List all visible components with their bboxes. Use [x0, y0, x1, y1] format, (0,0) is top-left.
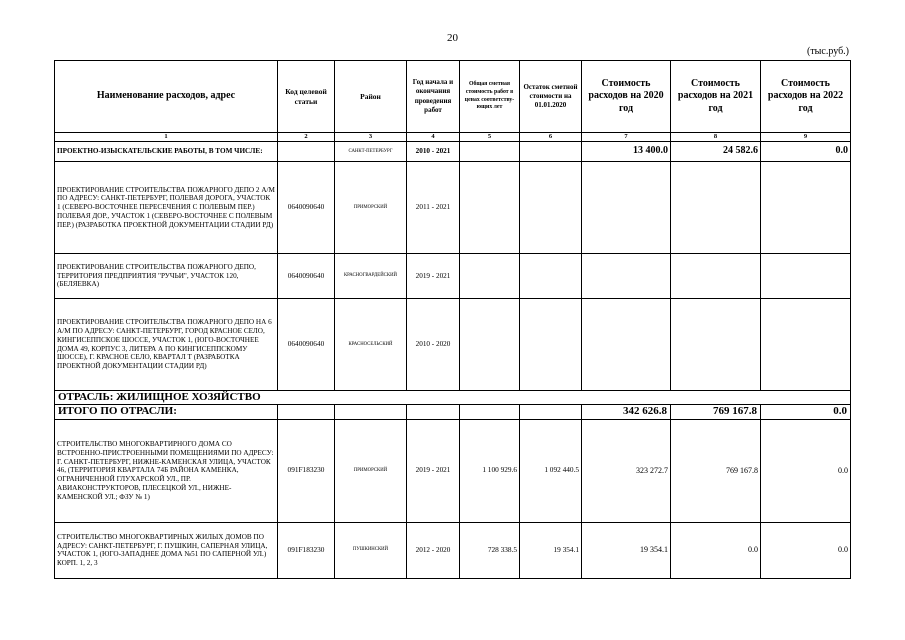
column-number: 1 — [55, 133, 278, 142]
row-district: КРАСНОГВАРДЕЙСКИЙ — [335, 254, 407, 299]
row-cost-2022 — [761, 299, 851, 391]
section-total-2020: 342 626.8 — [582, 405, 671, 419]
row-remainder — [520, 254, 582, 299]
header-name: Наименование расходов, адрес — [55, 61, 278, 133]
column-number: 5 — [460, 133, 520, 142]
row-name: СТРОИТЕЛЬСТВО МНОГОКВАРТИРНЫХ ЖИЛЫХ ДОМОВ ПО АДРЕСУ: САНКТ-ПЕТЕРБУРГ, Г. ПУШКИН, САПЕРНАЯ УЛИЦА, УЧАСТОК 1, (ЮГО-ЗАПАДНЕЕ ДОМА №51 ПО САПЕРНОЙ УЛ.) КОРП. 1, 2, 3 — [55, 522, 278, 578]
row-name: ПРОЕКТИРОВАНИЕ СТРОИТЕЛЬСТВА ПОЖАРНОГО ДЕПО НА 6 А/М ПО АДРЕСУ: САНКТ-ПЕТЕРБУРГ, ГОРОД КРАСНОЕ СЕЛО, КИНГИСЕППСКОЕ ШОССЕ, УЧАСТОК 1, (ЮГО-ВОСТОЧНЕЕ ДОМА 49, КОРПУС 3, ЛИТЕРА А ПО КИНГИСЕППСКОМУ ШОССЕ), Г. КРАСНОЕ СЕЛО, КВАРТАЛ Т (РАЗРАБОТКА ПРОЕКТНОЙ ДОКУМЕНТАЦИИ СТАДИИ РД) — [55, 299, 278, 391]
header-cost-2022: Стоимость расходов на 2022 год — [761, 61, 851, 133]
row-cost-2020: 19 354.1 — [582, 522, 671, 578]
row-district: ПРИМОРСКИЙ — [335, 162, 407, 254]
row-cost-2021 — [671, 254, 761, 299]
table-row — [55, 419, 851, 522]
header-years: Год начала и окончания проведения работ — [407, 61, 460, 133]
section-total-row — [55, 405, 851, 419]
header-total-cost: Общая сметная стоимость работ в ценах соответству-ющих лет — [460, 61, 520, 133]
row-cost-2021: 0.0 — [671, 522, 761, 578]
row-cost-2021 — [671, 299, 761, 391]
row-code — [278, 142, 335, 162]
section-total-label: ИТОГО ПО ОТРАСЛИ: — [55, 405, 278, 419]
row-total-cost — [460, 254, 520, 299]
row-years: 2019 - 2021 — [407, 419, 460, 522]
row-name: СТРОИТЕЛЬСТВО МНОГОКВАРТИРНОГО ДОМА СО ВСТРОЕННО-ПРИСТРОЕННЫМИ ПОМЕЩЕНИЯМИ ПО АДРЕСУ: Г. САНКТ-ПЕТЕРБУРГ, НИЖНЕ-КАМЕНСКАЯ УЛИЦА, УЧАСТОК 46, (ТЕРРИТОРИЯ КВАРТАЛА 74Б РАЙОНА КАМЕНКА, ОГРАНИЧЕННОЙ ГЛУХАРСКОЙ УЛ., ПР. АВИАКОНСТРУКТОРОВ, ПЛЕСЕЦКОЙ УЛ., НИЖНЕ-КАМЕНСКОЙ УЛ.; ФЗУ № 1) — [55, 419, 278, 522]
row-cost-2020 — [582, 162, 671, 254]
section-total-2022: 0.0 — [761, 405, 851, 419]
expenses-table — [54, 60, 851, 579]
section-title: ОТРАСЛЬ: ЖИЛИЩНОЕ ХОЗЯЙСТВО — [55, 391, 851, 405]
header-row — [55, 61, 851, 133]
row-remainder: 19 354.1 — [520, 522, 582, 578]
row-name: ПРОЕКТНО-ИЗЫСКАТЕЛЬСКИЕ РАБОТЫ, В ТОМ ЧИСЛЕ: — [55, 142, 278, 162]
row-cost-2022: 0.0 — [761, 142, 851, 162]
row-remainder: 1 092 440.5 — [520, 419, 582, 522]
row-cost-2022: 0.0 — [761, 419, 851, 522]
row-code: 0640090640 — [278, 299, 335, 391]
row-district: САНКТ-ПЕТЕРБУРГ — [335, 142, 407, 162]
empty-cell — [460, 405, 520, 419]
empty-cell — [407, 405, 460, 419]
row-cost-2020: 323 272.7 — [582, 419, 671, 522]
row-remainder — [520, 299, 582, 391]
header-district: Район — [335, 61, 407, 133]
row-years: 2019 - 2021 — [407, 254, 460, 299]
page-number: 20 — [447, 32, 458, 44]
row-code: 0640090640 — [278, 254, 335, 299]
row-total-cost — [460, 162, 520, 254]
row-remainder — [520, 162, 582, 254]
row-cost-2020 — [582, 299, 671, 391]
column-number: 8 — [671, 133, 761, 142]
empty-cell — [335, 405, 407, 419]
table-row — [55, 299, 851, 391]
column-number: 3 — [335, 133, 407, 142]
empty-cell — [278, 405, 335, 419]
row-total-cost: 728 338.5 — [460, 522, 520, 578]
row-cost-2021: 24 582.6 — [671, 142, 761, 162]
row-total-cost — [460, 142, 520, 162]
column-number-row — [55, 133, 851, 142]
row-district: ПРИМОРСКИЙ — [335, 419, 407, 522]
row-cost-2022: 0.0 — [761, 522, 851, 578]
row-district: КРАСНОСЕЛЬСКИЙ — [335, 299, 407, 391]
row-cost-2021: 769 167.8 — [671, 419, 761, 522]
row-name: ПРОЕКТИРОВАНИЕ СТРОИТЕЛЬСТВА ПОЖАРНОГО ДЕПО 2 А/М ПО АДРЕСУ: САНКТ-ПЕТЕРБУРГ, ПОЛЕВАЯ ДОРОГА, УЧАСТОК 1 (СЕВЕРО-ВОСТОЧНЕЕ ПЕРЕСЕЧЕНИЯ С ПОЛЕВЫМ ПЕР.) ПОЛЕВАЯ ДОР., УЧАСТОК 1 (СЕВЕРО-ВОСТОЧНЕЕ С ПОЛЕВЫМ ПЕР.) (РАЗРАБОТКА ПРОЕКТНОЙ ДОКУМЕНТАЦИИ СТАДИИ РД) — [55, 162, 278, 254]
row-cost-2022 — [761, 254, 851, 299]
section-total-2021: 769 167.8 — [671, 405, 761, 419]
row-name: ПРОЕКТИРОВАНИЕ СТРОИТЕЛЬСТВА ПОЖАРНОГО ДЕПО, ТЕРРИТОРИЯ ПРЕДПРИЯТИЯ "РУЧЬИ", УЧАСТОК 120, (БЕЛЯЕВКА) — [55, 254, 278, 299]
units-label: (тыс.руб.) — [806, 46, 849, 57]
table-row — [55, 162, 851, 254]
column-number: 4 — [407, 133, 460, 142]
row-cost-2021 — [671, 162, 761, 254]
row-cost-2022 — [761, 162, 851, 254]
row-cost-2020: 13 400.0 — [582, 142, 671, 162]
table-row — [55, 254, 851, 299]
row-code: 091F183230 — [278, 522, 335, 578]
column-number: 7 — [582, 133, 671, 142]
row-cost-2020 — [582, 254, 671, 299]
empty-cell — [520, 405, 582, 419]
row-code: 0640090640 — [278, 162, 335, 254]
row-total-cost — [460, 299, 520, 391]
row-code: 091F183230 — [278, 419, 335, 522]
row-years: 2010 - 2020 — [407, 299, 460, 391]
column-number: 6 — [520, 133, 582, 142]
header-cost-2021: Стоимость расходов на 2021 год — [671, 61, 761, 133]
column-number: 2 — [278, 133, 335, 142]
row-remainder — [520, 142, 582, 162]
table-row — [55, 522, 851, 578]
header-cost-2020: Стоимость расходов на 2020 год — [582, 61, 671, 133]
row-years: 2012 - 2020 — [407, 522, 460, 578]
column-number: 9 — [761, 133, 851, 142]
row-years: 2011 - 2021 — [407, 162, 460, 254]
row-district: ПУШКИНСКИЙ — [335, 522, 407, 578]
table-row — [55, 142, 851, 162]
section-row — [55, 391, 851, 405]
header-code: Код целевой статьи — [278, 61, 335, 133]
row-total-cost: 1 100 929.6 — [460, 419, 520, 522]
header-remainder: Остаток сметной стоимости на 01.01.2020 — [520, 61, 582, 133]
row-years: 2010 - 2021 — [407, 142, 460, 162]
